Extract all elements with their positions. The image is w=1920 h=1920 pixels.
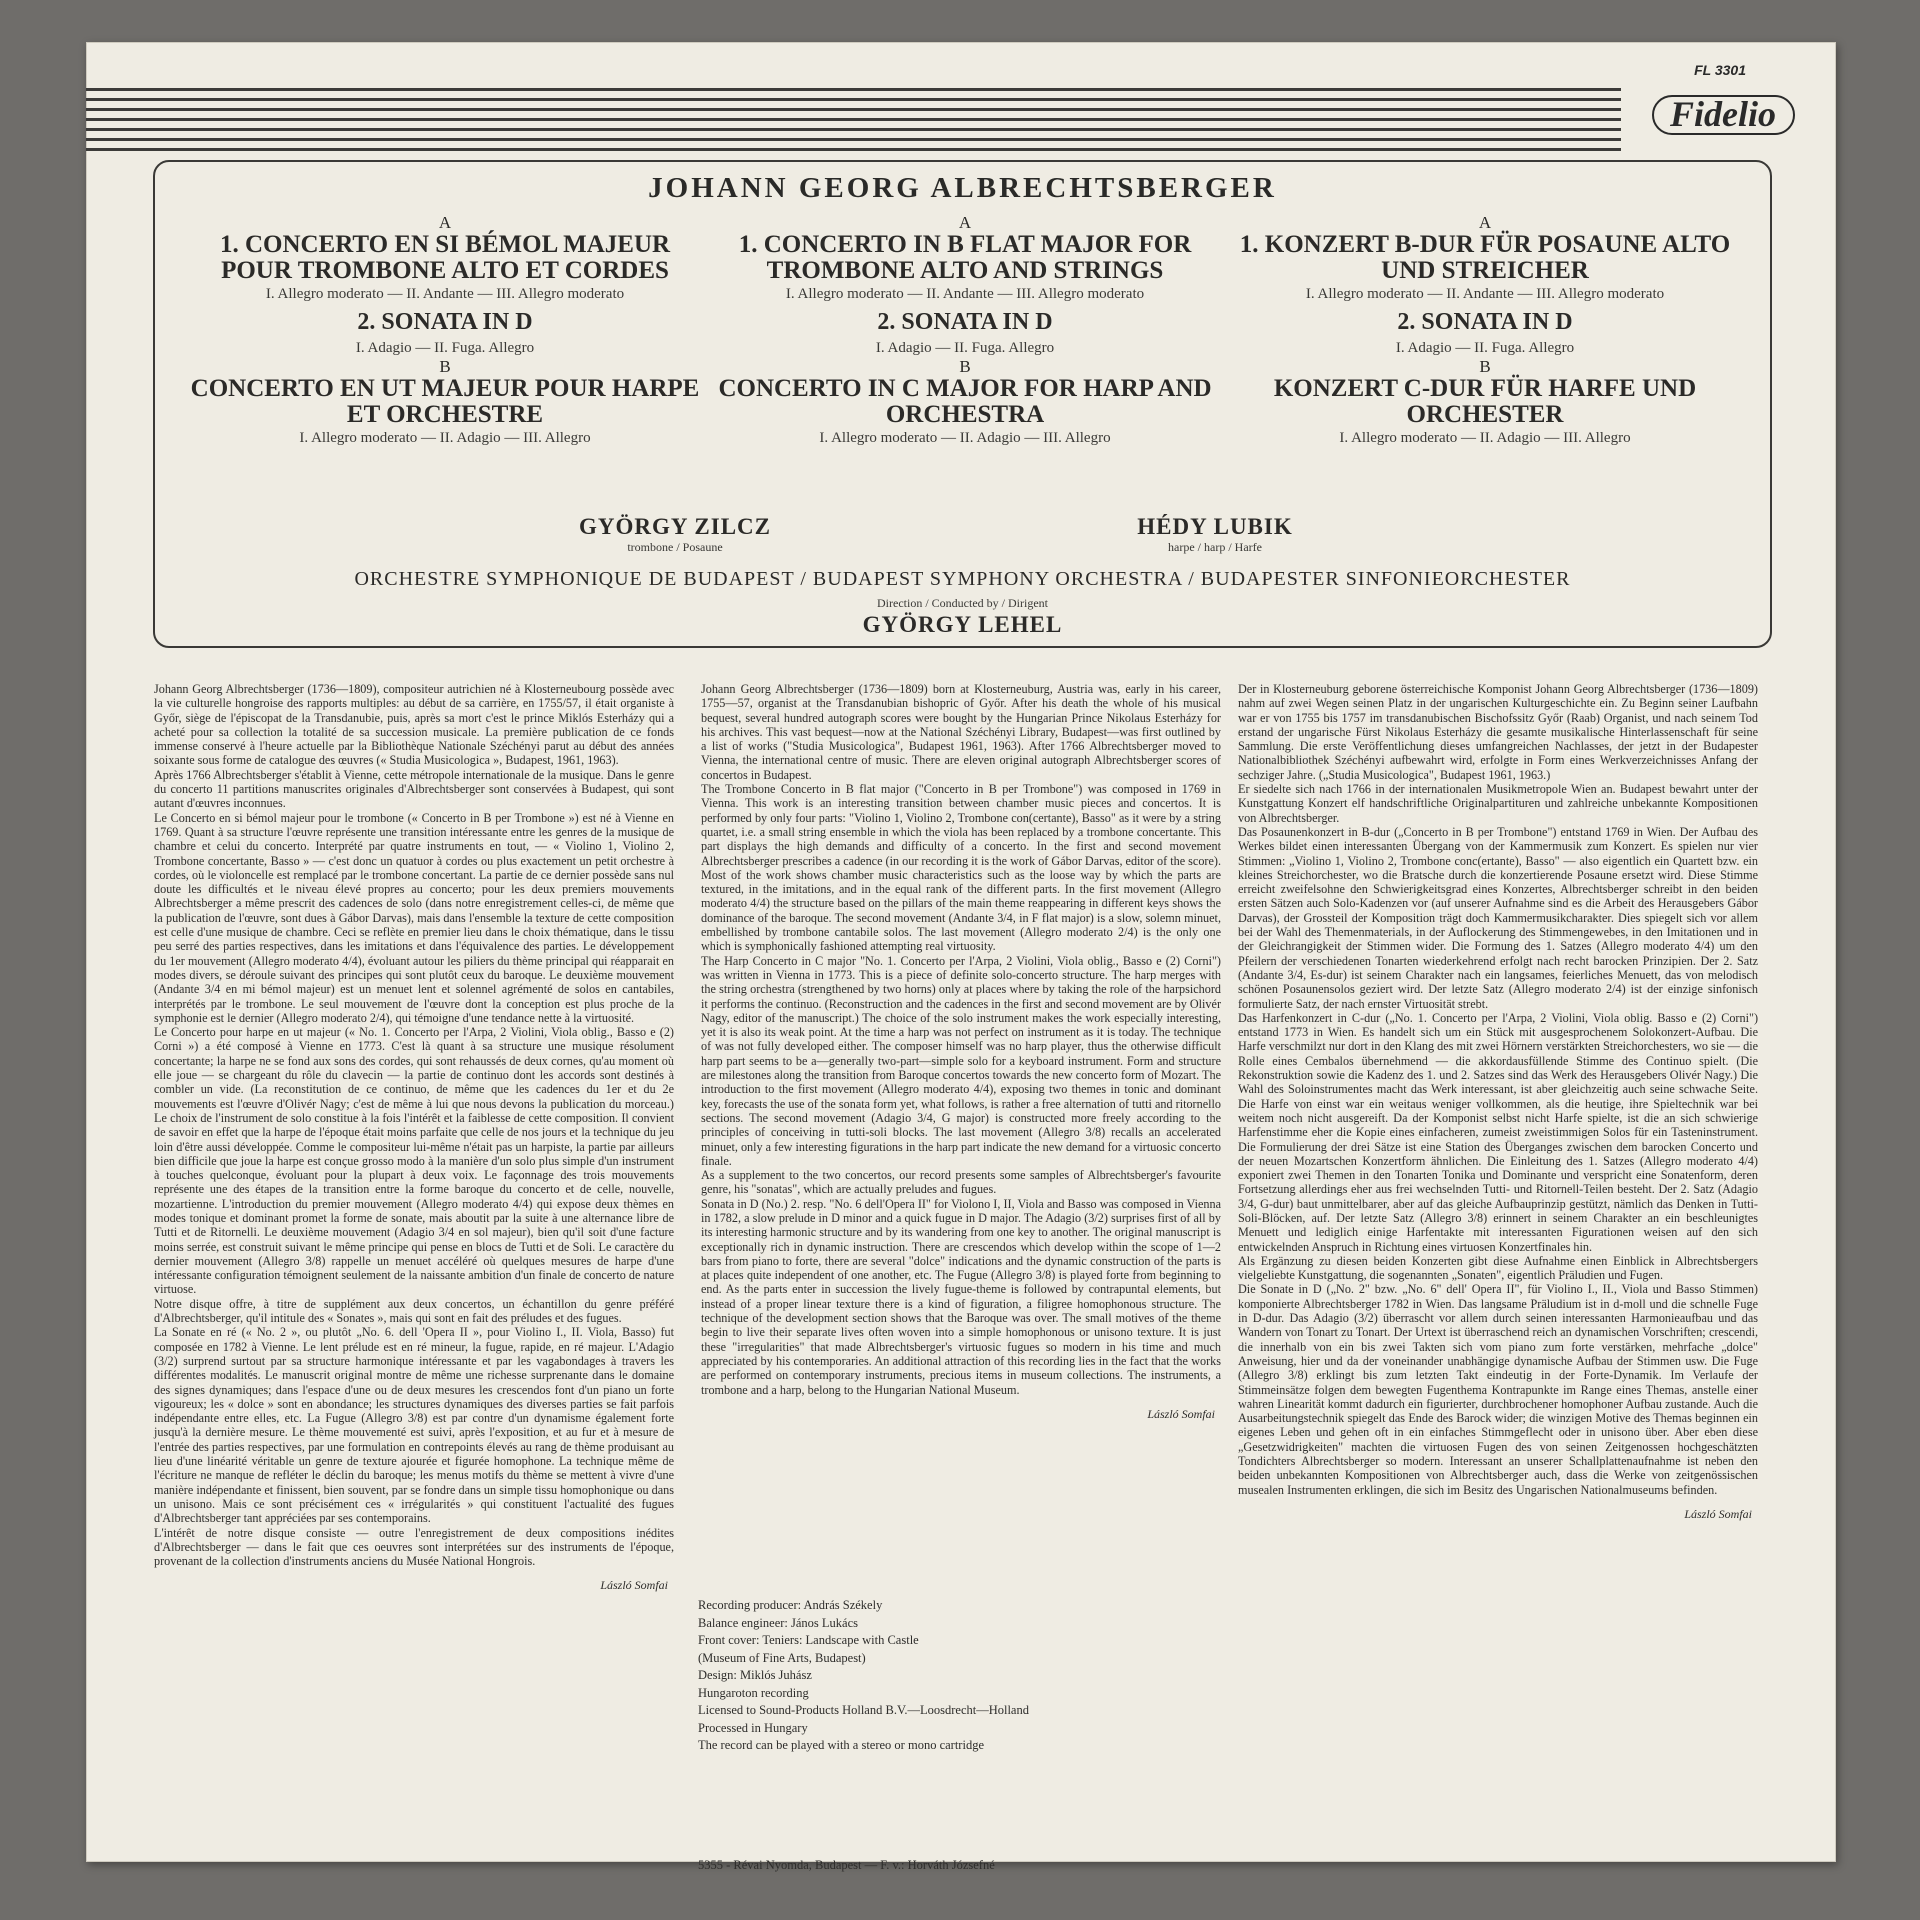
credit-line: Licensed to Sound-Products Holland B.V.—Loosdrecht—Holland — [698, 1703, 1029, 1717]
notes-paragraph: As a supplement to the two concertos, our record presents some samples of Albrechtsberger's favourite genre, his "sonatas", which are actually preludes and fugues. — [701, 1168, 1221, 1197]
notes-paragraph: Le Concerto en si bémol majeur pour le trombone (« Concerto in B per Trombone ») est né à Vienne en 1769. Quant à sa structure l'œuvre représente une transition intéressante entre les genres de la musique de chambre et celui du concerto. Interprété par quatre instruments en tout, — « Violino 1, Violino 2, Trombone concertante, Basso » — c'est donc un quatuor à cordes ou plus exactement un petit orchestre à cordes, où le violoncelle est remplacé par le trombone concertant. La partie de ce dernier possède sans nul doute les difficultés et le niveau élevé propres au concerto; pour les deux premiers mouvements Albrechtsberger a même prescrit des cadences de solo (dans notre enregistrement celles-ci, de même que la publication de l'œuvre, sont dues à Gábor Darvas), mais dans l'ensemble la texture de cette composition est celle d'une musique de chambre. Ceci se reflète en premier lieu dans le choix thématique, dans le tissu peu serré des parties respectives, dans les imitations et dans l'équivalence des parties. Le développement du 1er mouvement (Allegro moderato 4/4), évoluant autour les piliers du thème principal qui réapparait en modes divers, se déroule suivant des principes qui sont plutôt ceux du baroque. Le deuxième mouvement (Andante 3/4 en mi bémol majeur) est un menuet lent et solennel agrémenté de solos en cantabiles, interprétés par le trombone. Le seul mouvement de l'œuvre dont la conception est plus proche de la symphonie est le dernier (Allegro moderato 2/4), qui témoigne d'une tendance nette à la virtuosité. — [154, 810, 674, 1025]
notes-paragraph: Die Sonate in D („No. 2" bzw. „No. 6" dell' Opera II", für Violino I., II., Viola und Basso Stimmen) komponierte Albrechtsberger 1782 in Wien. Das langsame Präludium ist in d-moll und die schnelle Fuge in D-dur. Das Adagio (3/2) überrascht vor allem durch seinen interessanten Harmonieaufbau und das Wandern von Tonart zu Tonart. Der Urtext ist überraschend reich an dynamischen Vorschriften; crescendi, die innerhalb von ein bis zwei Takten sich vom piano zum forte verstärken, mehrfache „dolce" Anweisung, hier und da der voneinander unabhängige dynamische Aufbau der Stimmen usw. Die Fuge (Allegro 3/8) erklingt bis zum letzten Takt eindeutig in der Forte-Dynamik. Im Verlaufe der Stimmeinsätze folgen dem bewegten Fugenthema Kontrapunkte im Range eines Themas, anstelle einer wahren Linearität kommt dadurch ein figurierter, durchbrochener homophoner Aufbau zustande. Auch die Ausarbeitungstechnik spiegelt das Ende des Barock wider; die winzigen Motive des Themas beginnen ein eigenes Leben und gehen oft in ein einfaches Stimmgeflecht oder in unisono über. Aber eben diese „Gesetzwidrigkeiten" machten die virtuosen Fugen des von seinen Zeitgenossen hochgeschätzten Tondichters Albrechtsberger so modern. Interessant an unserer Schallplattenaufnahme ist neben den beiden unbekannten Kompositionen von Albrechtsberger auch, dass die Werke von zeitgenössischen musealen Instrumenten erklingen, die sich im Besitz des Ungarischen Nationalmuseums befinden. — [1238, 1282, 1758, 1497]
program-column-german — [1225, 214, 1745, 448]
notes-paragraph: Après 1766 Albrechtsberger s'établit à Vienne, cette métropole internationale de la musique. Dans le genre du concerto 11 partitions manuscrites originales d'Albrechtsberger sont conservées à Budapest, qui sont autant d'œuvres inconnues. — [154, 767, 674, 811]
side-a-label: A — [1478, 213, 1492, 232]
soloist-role: trombone / Posaune — [627, 540, 723, 554]
notes-paragraph: Le Concerto pour harpe en ut majeur (« No. 1. Concerto per l'Arpa, 2 Violini, Viola oblig., Basso e (2) Corni ») a été composé à Vienne en 1773. C'est là quant à sa structure une musique résolument concertante; la harpe ne se fond aux sons des cordes, qui sont rehaussés de deux cornes, qu'au moment où elle joue — se chargeant du rôle du clavecin — la partie de continuo dont les accords sont destinés à combler un vide. (La reconstitution de ce continuo, de même que les cadences du 1er et du 2e mouvements est l'œuvre d'Olivér Nagy; c'est de même à lui que nous devons la publication du morceau.) Le choix de l'instrument de solo constitue à la fois l'intérêt et la faiblesse de cette composition. Il convient de savoir en effet que la harpe de l'époque était moins parfaite que celle de nos jours et la technique du jeu loin d'être aussi développée. Comme le compositeur lui-même n'était pas un harpiste, la partie par ailleurs bien difficile que joue la harpe est conçue grosso modo à la manière d'un solo plus simple d'un instrument à touches quelconque, évoluant pour la plupart à deux voix. Le façonnage des trois mouvements représente une des étapes de la transition entre la forme baroque du concerto et de celle, nouvelle, mozartienne. L'introduction du premier mouvement (Allegro moderato 4/4) qui expose deux thèmes en modes tonique et dominant promet la forme de sonate, mais aboutit par la suite à une alternance libre de Tutti et de Ritornelli. Le deuxième mouvement (Adagio 3/4 en sol majeur), bien qu'il soit d'une facture moins serrée, est construit suivant le même principe qui pense en blocs de Tutti et de Soli. Le caractère du dernier mouvement (Allegro 3/8) rappelle un menuet accéléré où quelques mesures de harpe d'une intéressante configuration témoignent seulement de la naissante ambition d'un finale de concerto de nature virtuose. — [154, 1025, 674, 1297]
notes-paragraph: Der in Klosterneuburg geborene österreichische Komponist Johann Georg Albrechtsberger (1736—1809) nahm auf zwei Wegen seinen Platz in der ungarischen Kulturgeschichte ein. Zu Beginn seiner Laufbahn war er von 1755 bis 1757 im transdanubischen Bischofssitz Győr (Raab) Organist, und nach seinem Tod erstand der ungarische Fürst Nikolaus Esterházy die gesamte musikalische Hinterlassenschaft für seine Sammlung. Die erste Veröffentlichung dieses umfangreichen Nachlasses, der jetzt in der Budapester Nationalbibliothek Széchényi aufbewahrt wird, erfolgte in Form eines Werkverzeichnisses Anfang der sechziger Jahre. („Studia Musicologica", Budapest 1961, 1963.) — [1238, 682, 1758, 782]
catalog-number: FL 3301 — [1694, 62, 1746, 78]
notes-paragraph: Notre disque offre, à titre de supplément aux deux concertos, un échantillon du genre préféré d'Albrechtsberger, qu'il intitule des « Sonates », mais qui sont en fait des préludes et des fugues. — [154, 1296, 674, 1326]
notes-paragraph: La Sonate en ré (« No. 2 », ou plutôt „No. 6. dell 'Opera II », pour Violino I., II. Viola, Basso) fut composée en 1782 à Vienne. Le lent prélude est en ré mineur, la fugue, rapide, en ré majeur. L'Adagio (3/2) surprend surtout par sa structure harmonique intéressante et par les vagabondages à travers les différentes modalités. Le manuscrit original montre de même une richesse surprenante dans le domaine des signes dynamiques; dans l'espace d'une ou de deux mesures les crescendos font d'un piano un forte vigoureux; les « dolce » sont en abondance; les structures dynamiques des diverses parties se fait parfois indépendante entre elles, etc. La Fugue (Allegro 3/8) est par contre d'un dynamisme également forte jusqu'à la dernière mesure. Le thème mouvementé est suivi, après l'exposition, et au fur et à mesure de l'entrée des parties respectives, par une formulation en contrepoints élevés au rang de thème produisant au lieu d'une linéarité véritable un genre de texture ajourée et figurée homophone. La technique même de l'écriture ne manque de refléter le déclin du baroque; les menus motifs du thème se mettent à vivre d'une manière indépendante et finissent, bien souvent, par se fondre dans un simple tissu homophonique ou dans un unisono. Mais ce sont précisément ces « irrégularités » qui constituent l'actualité des fugues d'Albrechtsberger tant appréciées par ses contemporains. — [154, 1325, 674, 1526]
soloist-name: HÉDY LUBIK — [1137, 514, 1293, 539]
notes-paragraph: Als Ergänzung zu diesen beiden Konzerten gibt diese Aufnahme einen Einblick in Albrechtsbergers vielgeliebte Kunstgattung, die sogenannten „Sonaten", eigentlich Präludien und Fugen. — [1238, 1253, 1758, 1283]
liner-notes-french — [154, 682, 674, 1593]
notes-paragraph: The Harp Concerto in C major "No. 1. Concerto per l'Arpa, 2 Violini, Viola oblig., Basso e (2) Corni") was written in Vienna in 1773. This is a piece of definite solo-concerto structure. The harp merges with the string orchestra (strengthened by two horns) only at places where by taking the role of the harpsichord it performs the continuo. (Reconstruction and the cadences in the first and second movement are by Olivér Nagy, editor of the manuscript.) The choice of the solo instrument makes the work especially interesting, yet it is also its weak point. At the time a harp was not perfect on instrument as it is today. The technique of was not fully developed either. The composer himself was no harp player, thus the otherwise difficult harp part seems to be a—generally two-part—simple solo for a keyboard instrument. Form and structure are milestones along the transition from Baroque concertos towards the new concerto form of Mozart. The introduction to the first movement (Allegro moderato 4/4), exposing two themes in tonic and dominant key, forecasts the use of the sonata form yet, what follows, is rather a free alternation of tutti and ritornello sections. The second movement (Adagio 3/4, G major) is constructed more freely according to the principles of conceiving in tutti-soli blocks. The last movement (Allegro 3/8) recalls an accelerated minuet, only a few interesting figurations in the harp part indicate the new demand for a virtuosic concerto finale. — [701, 953, 1221, 1168]
movement-list: I. Allegro moderato — II. Adagio — III. Allegro — [1339, 430, 1631, 446]
soloist-trombone — [525, 514, 825, 555]
author-signature: László Somfai — [1684, 1506, 1752, 1521]
fidelio-logo — [1651, 90, 1796, 140]
logo-text: Fidelio — [1670, 94, 1776, 134]
notes-paragraph: Johann Georg Albrechtsberger (1736—1809), compositeur autrichien né à Klosterneubourg possède avec la vie culturelle hongroise des rapports multiples: au début de sa carrière, en 1755/57, il était organiste à Győr, siège de l'épiscopat de la Transdanubie, puis, après sa mort c'est le prince Miklós Esterházy qui a acheté pour sa collection la totalité de sa succession musicale. La première publication de ce fonds immense conservé à l'heure actuelle par la Bibliothèque Nationale Széchényi parut au début des années soixante sous forme de catalogue des œuvres (« Studia Musicologica », Budapest, 1961, 1963). — [154, 682, 674, 768]
direction-label: Direction / Conducted by / Dirigent — [877, 596, 1048, 610]
work-title: 2. SONATA IN D — [1397, 309, 1573, 335]
work-title: KONZERT C-DUR FÜR HARFE UND ORCHESTER — [1273, 375, 1697, 428]
movement-list: I. Adagio — II. Fuga. Allegro — [1395, 340, 1575, 356]
movement-list: I. Allegro moderato — II. Andante — III. Allegro moderato — [1305, 286, 1665, 302]
work-title: 2. SONATA IN D — [357, 309, 533, 335]
side-a-label: A — [438, 213, 452, 232]
side-b-label: B — [1479, 357, 1491, 376]
work-title: 1. CONCERTO IN B FLAT MAJOR FOR TROMBONE ALTO AND STRINGS — [738, 231, 1192, 284]
notes-paragraph: Das Posaunenkonzert in B-dur („Concerto in B per Trombone") entstand 1769 in Wien. Der Aufbau des Werkes bildet einen interessanten Übergang von der Kammermusik zum Konzert. Es spielen nur vier Stimmen: „Violino 1, Violino 2, Trombone conc(ertante), Basso" — also eigentlich ein Quartett bzw. ein kleines Streichorchester, wo die Bratsche durch die konzertierende Posaune ersetzt wird. Diese Stimme erreicht zweifelsohne den Schwierigkeitsgrad eines Konzertes, Albrechtsberger schreibt in den beiden ersten Sätzen auch Solo-Kadenzen vor (auf unserer Aufnahme sind es die Arbeit des Herausgebers Gábor Darvas), der Grossteil der Komposition trägt doch Kammermusikcharakter. Dies spiegelt sich vor allem bei der Wahl des Themenmaterials, in der Auflockerung des Stimmengewebes, in den Imitationen und in der Gleichrangigkeit der Stimmen wider. Die Formung des 1. Satzes (Allegro moderato 4/4) um den Pfeilern der verschiedenen Tonarten wiederkehrend erfolgt nach recht barocken Prinzipien. Der 2. Satz (Andante 3/4, Es-dur) ist seinem Charakter nach ein langsames, feierliches Menuett, das von melodisch schönen Posaunensolos geziert wird. Der letzte Satz (Allegro moderato 2/4) ist der einzige sinfonisch formulierte Satz, der nach ernster Virtuosität strebt. — [1238, 824, 1758, 1011]
record-sleeve-back — [86, 42, 1836, 1872]
notes-paragraph: The Trombone Concerto in B flat major ("Concerto in B per Trombone") was composed in 1769 in Vienna. This work is an interesting transition between chamber music pieces and concertos. It is performed by only four parts: "Violino 1, Violino 2, Trombone con(certante), Basso" as it were by a string quartet, i.e. a small string ensemble in which the viola has been replaced by a trombone concertante. This part displays the high demands and difficulty of a concerto. In the first and second movement Albrechtsberger prescribes a cadence (in our recording it is the work of Gábor Darvas, editor of the score). Most of the work shows chamber music characteristics such as the loose way by which the parts are textured, in the imitations, and in the equal rank of the different parts. In the first movement (Allegro moderato 4/4) the structure based on the pillars of the main theme reappearing in different keys shows the dominance of the baroque. The second movement (Andante 3/4, in F flat major) is a slow, solemn minuet, embellished by trombone cantabile solos. The last movement (Allegro moderato 2/4) is the only one which is symphonically fashioned attempting real virtuosity. — [701, 782, 1221, 954]
production-credits — [698, 1597, 1218, 1755]
program-column-french — [185, 214, 705, 448]
movement-list: I. Allegro moderato — II. Andante — III. Allegro moderato — [265, 286, 625, 302]
credit-line: Design: Miklós Juhász — [698, 1668, 812, 1682]
header-stripes — [86, 86, 1836, 160]
notes-paragraph: Johann Georg Albrechtsberger (1736—1809) born at Klosterneuburg, Austria was, early in his career, 1755—57, organist at the Transdanubian bishopric of Győr. After his death the whole of his musical bequest, several hundred autograph scores were bought by the Hungarian Prince Nikolaus Esterházy for his archives. This vast bequest—now at the National Széchényi Library, Budapest—was first outlined by a list of works ("Studia Musicologica", Budapest 1961, 1963). After 1766 Albrechtsberger moved to Vienna, the international centre of music. There are eleven original autograph Albrechtsberger scores of concertos in Budapest. — [701, 682, 1221, 782]
soloist-name: GYÖRGY ZILCZ — [579, 514, 771, 539]
movement-list: I. Allegro moderato — II. Andante — III. Allegro moderato — [785, 286, 1145, 302]
work-title: 2. SONATA IN D — [877, 309, 1053, 335]
movement-list: I. Allegro moderato — II. Adagio — III. Allegro — [819, 430, 1111, 446]
program-column-english — [705, 214, 1225, 448]
credit-line: Front cover: Teniers: Landscape with Castle — [698, 1633, 919, 1647]
notes-paragraph: Sonata in D (No.) 2. resp. "No. 6 dell'Opera II" for Violono I, II, Viola and Basso was composed in Vienna in 1782, a slow prelude in D minor and a quick fugue in D major. The Adagio (3/2) surprises first of all by its interesting harmonic structure and by its wandering from one key to another. The original manuscript is exceptionally rich in dynamic instruction. There are crescendos which develop within the scope of 1—2 bars from piano to forte, there are several "dolce" indications and the dynamic construction of the parts is at places quite independent of one another, etc. The Fugue (Allegro 3/8) is played forte from beginning to end. As the parts enter in succession the lively fugue-theme is followed by contrapuntal elements, but instead of a proper linear texture there is a kind of figuration, a filigree homophonous structure. The technique of the development section shows that the Baroque was over. The small motives of the theme begin to live their separate lives often woven into a simple homophonous or unisono texture. It is just these "irregularities" that made Albrechtsberger's virtuosic fugues so modern in his time and much appreciated by his contemporaries. An additional attraction of this recording lies in the fact that the works are performed on contemporary instruments, precious items in museum collections. The instruments, a trombone and a harp, belong to the Hungarian National Museum. — [701, 1196, 1221, 1397]
work-title: 1. KONZERT B-DUR FÜR POSAUNE ALTO UND STREICHER — [1239, 231, 1731, 284]
side-b-label: B — [439, 357, 451, 376]
credit-line: Balance engineer: János Lukács — [698, 1615, 859, 1630]
credit-line: Hungaroton recording — [698, 1685, 809, 1700]
notes-paragraph: Das Harfenkonzert in C-dur („No. 1. Concerto per l'Arpa, 2 Violini, Viola oblig. Basso e (2) Corni") entstand 1773 in Wien. Es handelt sich um ein Stück mit ausgesprochenem Solokonzert-Aufbau. Die Harfe verschmilzt nur dort in den Klang des mit zwei Hörnern verstärkten Streichorchesters, wo sie — die Rolle eines Cembalos übernehmend — die akkordausfüllende Stimme des Continuo spielt. (Die Rekonstruktion sowie die Kadenz des 1. und 2. Satzes sind das Werk des Herausgebers Olivér Nagy.) Die Wahl des Soloinstrumentes macht das Werk interessant, ist aber gleichzeitig auch seine schwache Seite. Die Harfe von einst war ein weitaus weniger vollkommen, als die heutige, ihre Spieltechnik war bei weitem noch nicht ausgereift. Da der Komponist selbst nicht Harfe spielte, ist die an sich schwierige Harfenstimme eher die Kopie eines einfacheren, zumeist zweistimmigen Solos für ein Tasteninstrument. Die Formulierung der drei Sätze ist eine Station des Überganges zwischen dem barocken Concerto und der neuen Mozartschen Konzertform ähnlichen. Die Einleitung des 1. Satzes (Allegro moderato 4/4) exponiert zwei Themen in den Tonarten Tonika und Dominante und verspricht eine Sonatenform, deren Fortsetzung allerdings eher aus frei wechselnden Tutti- und Ritornell-Teilen besteht. Der 2. Satz (Adagio 3/4, G-dur) baut unmittelbarer, aber auf das gleiche Aufbauprinzip gestützt, nämlich das Denken in Tutti-Soli-Blöcken, auf. Der letzte Satz (Allegro 3/8) erinnert in seinem Charakter an ein beschleunigtes Menuett und lediglich einige Harfentakte mit interessanten Figurationen weisen auf den sich entwickelnden Anspruch in Richtung eines virtuosen Konzertfinales hin. — [1238, 1010, 1758, 1254]
soloist-harp — [1065, 514, 1365, 555]
work-title: 1. CONCERTO EN SI BÉMOL MAJEUR POUR TROMBONE ALTO ET CORDES — [219, 231, 671, 284]
notes-paragraph: Er siedelte sich nach 1766 in der internationalen Musikmetropole Wien an. Budapest bewahrt unter der Kunstgattung Konzert elf handschriftliche Originalpartituren und zahlreiche unbekannte Kompositionen von Albrechtsberger. — [1238, 782, 1758, 825]
side-a-label: A — [958, 213, 972, 232]
printer-line: 5355 - Révai Nyomda, Budapest — F. v.: Horváth Józsefné — [698, 1858, 995, 1872]
work-title: CONCERTO EN UT MAJEUR POUR HARPE ET ORCHESTRE — [190, 375, 700, 428]
soloist-role: harpe / harp / Harfe — [1168, 540, 1262, 554]
composer-name: JOHANN GEORG ALBRECHTSBERGER — [648, 172, 1277, 204]
conductor-name: GYÖRGY LEHEL — [862, 612, 1063, 637]
credit-line: Processed in Hungary — [698, 1720, 808, 1735]
notes-paragraph: L'intérêt de notre disque consiste — outre l'enregistrement de deux compositions inédites d'Albrechtsberger — dans le fait que ces oeuvres sont interprétées sur des instruments de l'époque, provenant de la collection d'instruments anciens du Musée National Hongrois. — [154, 1525, 674, 1569]
credit-line: The record can be played with a stereo or mono cartridge — [698, 1738, 984, 1752]
side-b-label: B — [959, 357, 971, 376]
credit-line: Recording producer: András Székely — [698, 1598, 883, 1612]
liner-notes-german — [1238, 682, 1758, 1521]
liner-notes-english — [701, 682, 1221, 1421]
title-panel — [153, 160, 1772, 648]
movement-list: I. Adagio — II. Fuga. Allegro — [355, 340, 535, 356]
movement-list: I. Adagio — II. Fuga. Allegro — [875, 340, 1055, 356]
orchestra-name: ORCHESTRE SYMPHONIQUE DE BUDAPEST / BUDAPEST SYMPHONY ORCHESTRA / BUDAPESTER SINFONIEORCHESTER — [354, 568, 1571, 590]
movement-list: I. Allegro moderato — II. Adagio — III. Allegro — [299, 430, 591, 446]
author-signature: László Somfai — [600, 1578, 668, 1593]
work-title: CONCERTO IN C MAJOR FOR HARP AND ORCHESTRA — [718, 375, 1212, 428]
author-signature: László Somfai — [1147, 1406, 1215, 1421]
credit-line: (Museum of Fine Arts, Budapest) — [698, 1650, 866, 1665]
